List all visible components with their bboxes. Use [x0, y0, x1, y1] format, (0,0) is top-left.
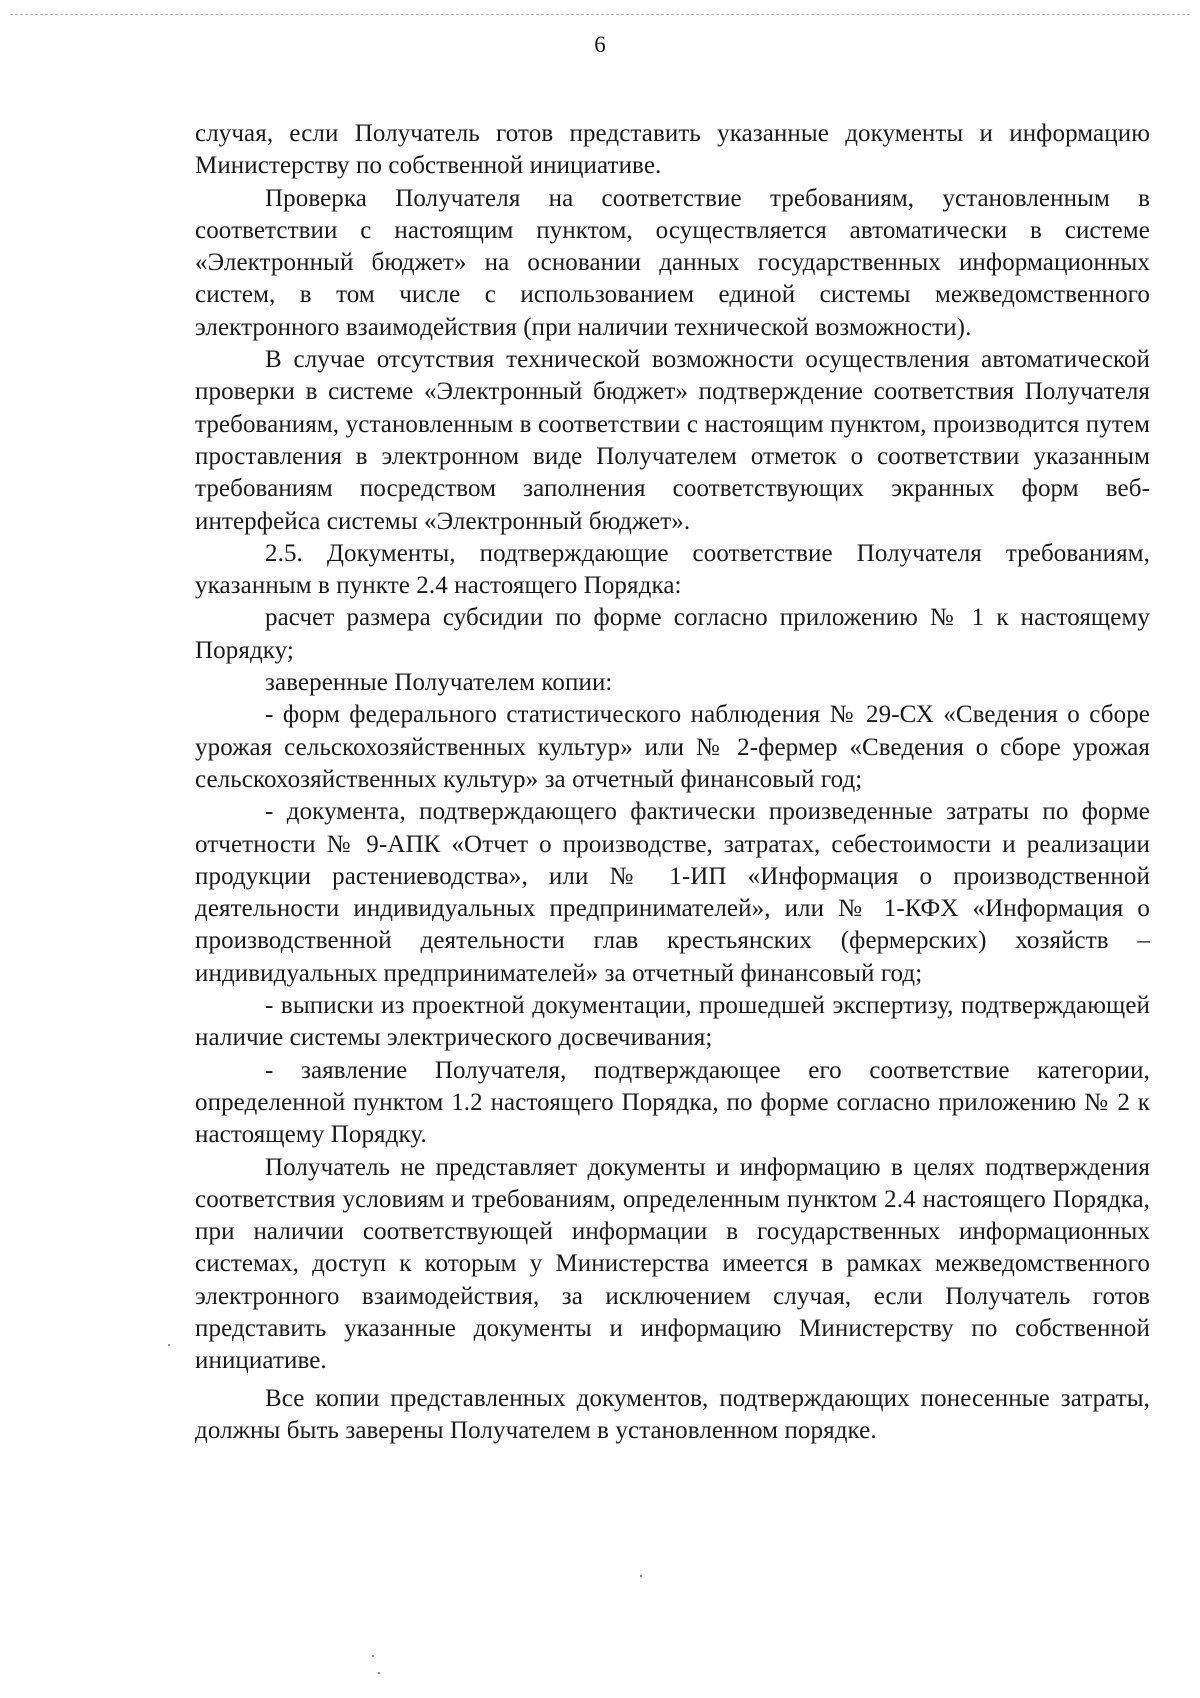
list-item-certified-copies: заверенные Получателем копии:	[265, 669, 613, 697]
list-item-statistical-forms: - форм федерального статистического наблюдения № 29-СХ «Сведения о сборе урожая сельскохозяйственных культур» или № 2-фермер «Сведения о сборе урожая сельскохозяйственных культур» за отчетный финансовый год;	[195, 701, 1150, 793]
scan-speck	[168, 1344, 170, 1346]
list-item-recipient-statement: - заявление Получателя, подтверждающее его соответствие категории, определенной пунктом 1.2 настоящего Порядка, по форме согласно приложению № 2 к настоящему Порядку.	[195, 1056, 1150, 1149]
paragraph-continuation: случая, если Получатель готов представить указанные документы и информацию Министерству по собственной инициативе.	[195, 120, 1150, 180]
document-body	[195, 118, 1150, 1447]
paragraph-manual-check: В случае отсутствия технической возможности осуществления автоматической проверки в системе «Электронный бюджет» подтверждение соответствия Получателя требованиям, установленным в соответствии с настоящим пунктом, производится путем проставления в электронном виде Получателем отметок о соответствии указанным требованиям посредством заполнения соответствующих экранных форм веб-интерфейса системы «Электронный бюджет».	[195, 346, 1150, 535]
page-number: 6	[594, 32, 606, 57]
scan-speck	[372, 1655, 374, 1657]
paragraph-section-2-5: 2.5. Документы, подтверждающие соответствие Получателя требованиям, указанным в пункте 2.4 настоящего Порядка:	[195, 539, 1150, 600]
scan-edge-artifact	[10, 14, 1190, 21]
scan-speck	[378, 1672, 380, 1674]
list-item-subsidy-calculation: расчет размера субсидии по форме согласно приложению № 1 к настоящему Порядку;	[195, 604, 1150, 664]
scan-speck	[640, 1575, 642, 1577]
paragraph-documents-not-required: Получатель не представляет документы и информацию в целях подтверждения соответствия условиям и требованиям, определенным пунктом 2.4 настоящего Порядка, при наличии соответствующей информации в государственных информационных системах, доступ к которым у Министерства имеется в рамках межведомственного электронного взаимодействия, за исключением случая, если Получатель готов представить указанные документы и информацию Министерству по собственной инициативе.	[195, 1153, 1150, 1375]
paragraph-automatic-check: Проверка Получателя на соответствие требованиям, установленным в соответствии с настоящим пунктом, осуществляется автоматически в системе «Электронный бюджет» на основании данных государственных информационных систем, в том числе с использованием единой системы межведомственного электронного взаимодействия (при наличии технической возможности).	[195, 184, 1150, 341]
list-item-cost-documents: - документа, подтверждающего фактически произведенные затраты по форме отчетности № 9-АПК «Отчет о производстве, затратах, себестоимости и реализации продукции растениеводства», или № 1-ИП «Информация о производственной деятельности индивидуальных предпринимателей», или № 1-КФХ «Информация о производственной деятельности глав крестьянских (фермерских) хозяйств – индивидуальных предпринимателей» за отчетный финансовый год;	[195, 798, 1150, 987]
list-item-project-documentation: - выписки из проектной документации, прошедшей экспертизу, подтверждающей наличие системы электрического досвечивания;	[195, 992, 1150, 1052]
paragraph-copies-certification: Все копии представленных документов, подтверждающих понесенные затраты, должны быть заверены Получателем в установленном порядке.	[195, 1384, 1150, 1444]
